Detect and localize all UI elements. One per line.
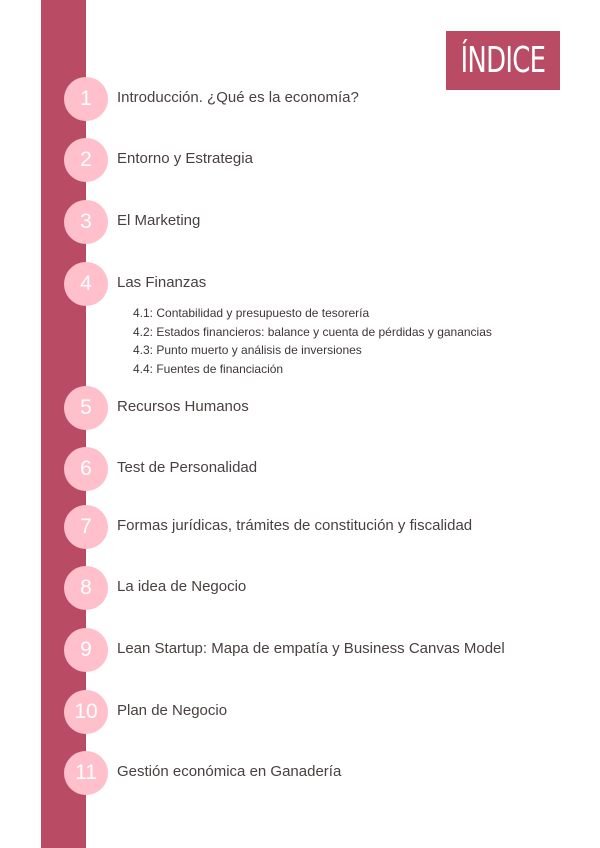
chapter-number-badge: 11 — [64, 751, 108, 795]
subsection-4-2[interactable]: 4.2: Estados financieros: balance y cuenta de pérdidas y ganancias — [133, 324, 492, 339]
toc-item-11[interactable] — [0, 751, 600, 795]
toc-item-5[interactable] — [0, 386, 600, 430]
chapter-number-badge: 3 — [64, 200, 108, 244]
toc-item-2[interactable] — [0, 138, 600, 182]
chapter-number-badge: 4 — [64, 262, 108, 306]
subsection-4-3[interactable]: 4.3: Punto muerto y análisis de inversiones — [133, 343, 362, 357]
chapter-title: El Marketing — [117, 212, 201, 229]
toc-item-4[interactable] — [0, 262, 600, 306]
chapter-title: Formas jurídicas, trámites de constitución y fiscalidad — [117, 517, 473, 534]
toc-item-3[interactable] — [0, 200, 600, 244]
chapter-number-badge: 7 — [64, 505, 108, 549]
chapter-title: Entorno y Estrategia — [117, 150, 253, 167]
chapter-title: La idea de Negocio — [117, 578, 247, 595]
chapter-title: Test de Personalidad — [117, 459, 258, 476]
chapter-title: Lean Startup: Mapa de empatía y Business Canvas Model — [117, 640, 505, 657]
chapter-title: Recursos Humanos — [117, 398, 249, 415]
toc-item-10[interactable] — [0, 690, 600, 734]
subsection-list — [133, 304, 492, 378]
toc-item-9[interactable] — [0, 628, 600, 672]
chapter-number-badge: 8 — [64, 566, 108, 610]
toc-item-7[interactable] — [0, 505, 600, 549]
toc-item-1[interactable] — [0, 77, 600, 121]
chapter-number-badge: 9 — [64, 628, 108, 672]
chapter-number-badge: 5 — [64, 386, 108, 430]
chapter-title: Introducción. ¿Qué es la economía? — [117, 89, 359, 106]
chapter-number-badge: 1 — [64, 77, 108, 121]
subsection-4-1[interactable]: 4.1: Contabilidad y presupuesto de tesorería — [133, 306, 370, 320]
chapter-title: Las Finanzas — [117, 274, 207, 291]
chapter-title: Plan de Negocio — [117, 702, 228, 719]
chapter-number-badge: 10 — [64, 690, 108, 734]
subsection-4-4[interactable]: 4.4: Fuentes de financiación — [133, 361, 284, 376]
toc-item-8[interactable] — [0, 566, 600, 610]
chapter-number-badge: 6 — [64, 447, 108, 491]
toc-item-6[interactable] — [0, 447, 600, 491]
chapter-title: Gestión económica en Ganadería — [117, 763, 342, 780]
chapter-number-badge: 2 — [64, 138, 108, 182]
page-title: ÍNDICE — [460, 40, 546, 81]
